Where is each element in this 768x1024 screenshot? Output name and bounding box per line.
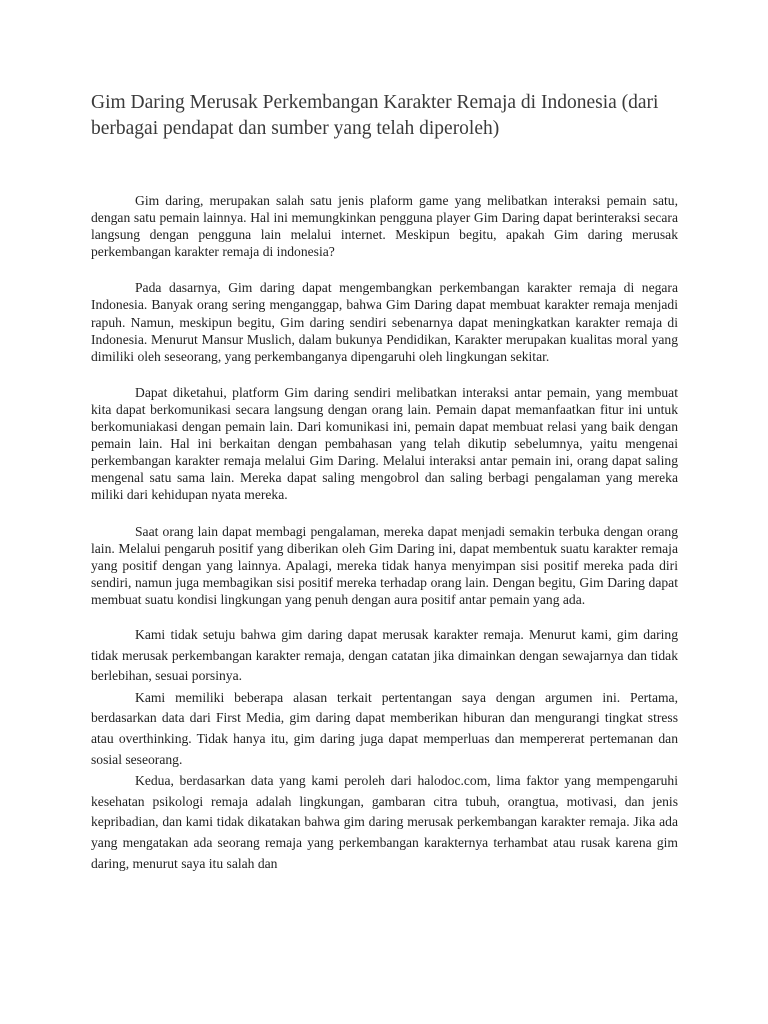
document-page [91,90,678,874]
paragraph: Kami memiliki beberapa alasan terkait pertentangan saya dengan argumen ini. Pertama, berdasarkan data dari First Media, gim daring dapat memberikan hiburan dan mengurangi tingkat stress atau overthinking. Tidak hanya itu, gim daring juga dapat memperluas dan mempererat pertemanan dan sosial seseorang. [91,689,678,767]
document-title: Gim Daring Merusak Perkembangan Karakter Remaja di Indonesia (dari berbagai pendapat dan sumber yang telah diperoleh) [91,92,659,139]
paragraph: Kami tidak setuju bahwa gim daring dapat merusak karakter remaja. Menurut kami, gim daring tidak merusak perkembangan karakter remaja, dengan catatan jika dimainkan dengan sewajarnya dan tidak berlebihan, sesuai porsinya. [91,626,678,684]
paragraph: Dapat diketahui, platform Gim daring sendiri melibatkan interaksi antar pemain, yang membuat kita dapat berkomunikasi secara langsung dengan orang lain. Pemain dapat memanfaatkan fitur ini untuk berkomuniakasi dengan pemain lain. Dari komunikasi ini, pemain dapat membuat relasi yang baik dengan pemain lain. Hal ini berkaitan dengan pembahasan yang telah dikutip sebelumnya, yaitu mengenai perkembangan karakter remaja melalui Gim Daring. Melalui interaksi antar pemain ini, orang dapat saling mengenal satu sama lain. Mereka dapat saling mengobrol dan saling berbagi pengalaman yang mereka miliki dari kehidupan nyata mereka. [91,384,678,503]
paragraph: Kedua, berdasarkan data yang kami peroleh dari halodoc.com, lima faktor yang mempengaruhi kesehatan psikologi remaja adalah lingkungan, gambaran citra tubuh, orangtua, motivasi, dan jenis kepribadian, dan kami tidak dikatakan bahwa gim daring merusak perkembangan karakter remaja. Jika ada yang mengatakan ada seorang remaja yang perkembangan karakternya terhambat atau rusak karena gim daring, menurut saya itu salah dan [91,773,678,871]
paragraph: Saat orang lain dapat membagi pengalaman, mereka dapat menjadi semakin terbuka dengan orang lain. Melalui pengaruh positif yang diberikan oleh Gim Daring ini, dapat membentuk suatu karakter remaja yang positif dengan yang lainnya. Apalagi, mereka tidak hanya menyimpan sisi positif mereka pada diri sendiri, namun juga membagikan sisi positif mereka terhadap orang lain. Dengan begitu, Gim Daring dapat membuat suatu kondisi lingkungan yang penuh dengan aura positif antar pemain yang ada. [91,523,678,607]
paragraph: Pada dasarnya, Gim daring dapat mengembangkan perkembangan karakter remaja di negara Indonesia. Banyak orang sering menganggap, bahwa Gim Daring dapat membuat karakter remaja menjadi rapuh. Namun, meskipun begitu, Gim daring sendiri sebenarnya dapat meningkatkan karakter remaja di Indonesia. Menurut Mansur Muslich, dalam bukunya Pendidikan, Karakter merupakan kualitas moral yang dimiliki oleh seseorang, yang perkembanganya dipengaruhi oleh lingkungan sekitar. [91,280,678,364]
paragraph: Gim daring, merupakan salah satu jenis plaform game yang melibatkan interaksi pemain satu, dengan satu pemain lainnya. Hal ini memungkinkan pengguna player Gim Daring dapat berinteraksi secara langsung dengan pengguna lain melalui internet. Meskipun begitu, apakah Gim daring merusak perkembangan karakter remaja di indonesia? [91,193,678,260]
